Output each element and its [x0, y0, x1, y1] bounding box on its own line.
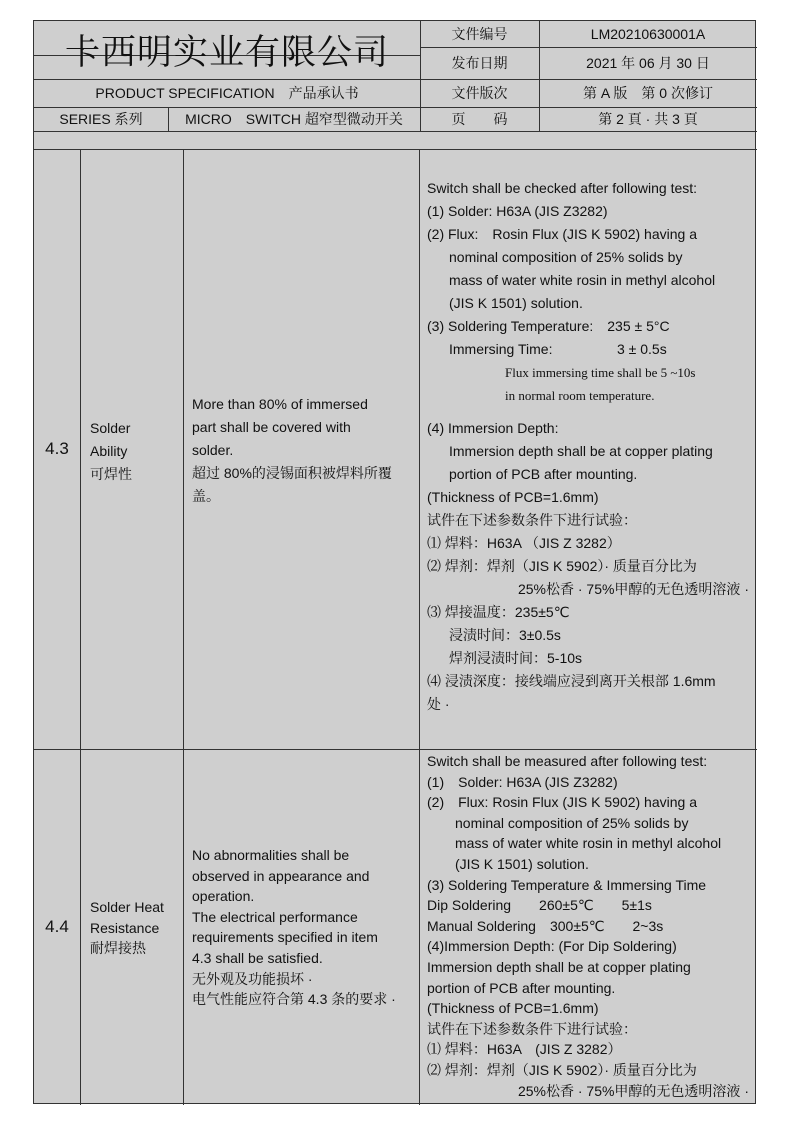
field-label-date: 发布日期	[451, 55, 508, 71]
field-value-page: 第 2 頁 · 共 3 頁	[598, 111, 698, 127]
field-value-date: 2021 年 06 月 30 日	[586, 55, 710, 71]
requirement-text: No abnormalities shall be observed in appearance and operation. The electrical performance requirements specified in item 4.3 shall be satisfied. 无外观及功能损坏 · 电气性能应符合第 4.3 条的要求 ·	[192, 847, 396, 1008]
series-value: MICRO SWITCH 超窄型微动开关	[185, 111, 403, 127]
immersing-time: Immersing Time: 3 ± 0.5s	[449, 341, 667, 357]
row-number: 4.4	[45, 917, 69, 936]
test-method: Switch shall be checked after following test: (1) Solder: H63A (JIS Z3282) (2) Flux: Rosin Flux (JIS K 5902) having a nominal composition of 25% solids by mass of water white rosin in methyl alcohol (JIS K 1501) solution. (3) Soldering Temperature: 235 ± 5°C Immersing Time: 3 ± 0.5s Flux immersing time shall be 5 ~10s in normal room temperature. (4) Immersion Depth: Immersion depth shall be at copper plating portion of PCB after mounting. (Thickness of PCB=1.6mm) 试件在下述参数条件下进行试验： ⑴ 焊料：H63A （JIS Z 3282） ⑵ 焊剂：焊剂（JIS K 5902）· 质量百分比为 25%松香 · 75%甲醇的无色透明溶液 · ⑶ 焊接温度：235±5℃ 浸渍时间：3±0.5s 焊剂浸渍时间：5-10s ⑷ 浸渍深度：接线端应浸到离开关根部 1.6mm 处 ·	[427, 180, 749, 712]
company-name: 卡西明实业有限公司	[64, 33, 389, 73]
test-line: nominal composition of 25% solids by	[449, 249, 683, 265]
item-name: Solder Heat Resistance 耐焊接热	[90, 899, 164, 957]
field-label-doc-no: 文件编号	[451, 26, 508, 42]
requirement-text: More than 80% of immersed part shall be covered with solder. 超过 80%的浸锡面积被焊料所覆 盖。	[192, 396, 392, 504]
field-value-doc-no: LM20210630001A	[590, 26, 706, 42]
field-label-page: 页 码	[451, 111, 508, 127]
doc-title: PRODUCT SPECIFICATION 产品承认书	[95, 85, 359, 101]
row-number: 4.3	[45, 439, 69, 458]
series-label: SERIES 系列	[59, 111, 143, 127]
test-method: Switch shall be measured after following test: (1) Solder: H63A (JIS Z3282) (2) Flux: Rosin Flux (JIS K 5902) having a nominal composition of 25% solids by mass of water white rosin in methyl alcohol (JIS K 1501) solution. (3) Soldering Temperature & Immersing Time Dip Soldering 260±5℃ 5±1s Manual Soldering 300±5℃ 2~3s (4)Immersion Depth: (For Dip Soldering) Immersion depth shall be at copper plating portion of PCB after mounting. (Thickness of PCB=1.6mm) 试件在下述参数条件下进行试验： ⑴ 焊料：H63A (JIS Z 3282） ⑵ 焊剂：焊剂（JIS K 5902）· 质量百分比为 25%松香 · 75%甲醇的无色透明溶液 ·	[427, 753, 749, 1099]
item-name: Solder Ability 可焊性	[90, 420, 132, 482]
spec-page	[33, 20, 756, 1104]
field-label-version: 文件版次	[451, 85, 508, 101]
field-value-version: 第 A 版 第 0 次修订	[583, 85, 713, 101]
